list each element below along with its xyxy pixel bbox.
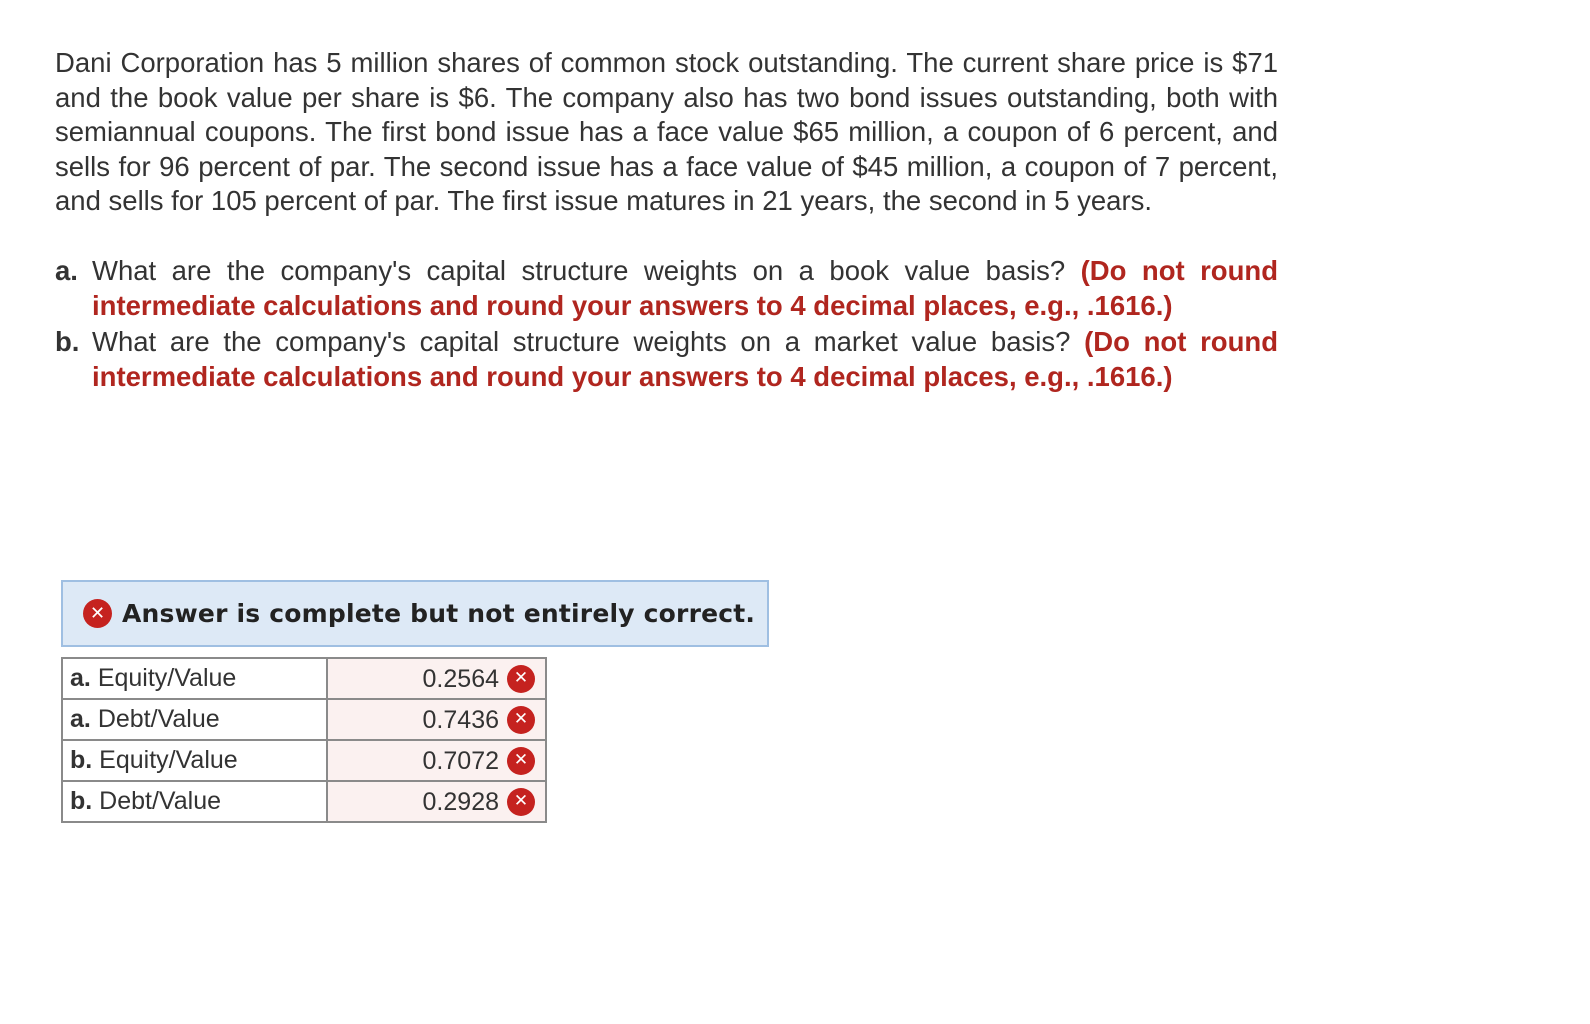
answer-label: Equity/Value <box>97 664 237 692</box>
answer-label: Equity/Value <box>99 746 238 774</box>
answer-value-cell[interactable] <box>327 740 546 781</box>
answer-value: 0.2564 <box>422 664 499 693</box>
answer-label-cell <box>62 658 327 699</box>
answer-part-letter: a. <box>70 705 91 733</box>
incorrect-x-icon: ✕ <box>507 788 535 816</box>
answer-value-cell[interactable] <box>327 658 546 699</box>
answer-part-letter: a. <box>70 664 91 692</box>
answer-label: Debt/Value <box>97 705 220 733</box>
rounding-instruction: (Do not round intermediate calculations and round your answers to 4 decimal places, e.g., .1616.) <box>92 254 1278 322</box>
table-row <box>62 781 546 822</box>
incorrect-x-icon: ✕ <box>507 747 535 775</box>
answer-label-cell <box>62 781 327 822</box>
question-content <box>55 46 1278 395</box>
answer-label-cell <box>62 699 327 740</box>
question-letter: a. <box>55 254 78 286</box>
incorrect-x-icon: ✕ <box>83 599 112 628</box>
answer-table <box>61 657 547 823</box>
answer-label: Debt/Value <box>99 787 222 815</box>
answer-status-message: Answer is complete but not entirely correct. <box>122 599 756 628</box>
answer-value-cell[interactable] <box>327 699 546 740</box>
answer-value: 0.7072 <box>422 746 499 775</box>
answer-part-letter: b. <box>70 787 93 815</box>
answer-value: 0.7436 <box>422 705 499 734</box>
answer-status-banner <box>61 580 769 647</box>
table-row <box>62 699 546 740</box>
rounding-instruction: (Do not round intermediate calculations and round your answers to 4 decimal places, e.g., .1616.) <box>92 325 1278 393</box>
incorrect-x-icon: ✕ <box>507 706 535 734</box>
question-body <box>92 324 1278 395</box>
answer-part-letter: b. <box>70 746 93 774</box>
question-letter: b. <box>55 325 80 357</box>
answer-label-cell <box>62 740 327 781</box>
table-row <box>62 658 546 699</box>
question-a <box>55 253 1278 324</box>
problem-statement: Dani Corporation has 5 million shares of common stock outstanding. The current share price is $71 and the book value per share is $6. The company also has two bond issues outstanding, both with semiannual coupons. The first bond issue has a face value $65 million, a coupon of 6 percent, and sells for 96 percent of par. The second issue has a face value of $45 million, a coupon of 7 percent, and sells for 105 percent of par. The first issue matures in 21 years, the second in 5 years. <box>55 47 1278 217</box>
question-body <box>92 253 1278 324</box>
question-list <box>55 253 1278 395</box>
answer-value-cell[interactable] <box>327 781 546 822</box>
table-row <box>62 740 546 781</box>
question-text: What are the company's capital structure weights on a book value basis? <box>92 254 1081 286</box>
answer-value: 0.2928 <box>422 787 499 816</box>
incorrect-x-icon: ✕ <box>507 665 535 693</box>
question-b <box>55 324 1278 395</box>
question-text: What are the company's capital structure weights on a market value basis? <box>92 325 1085 357</box>
